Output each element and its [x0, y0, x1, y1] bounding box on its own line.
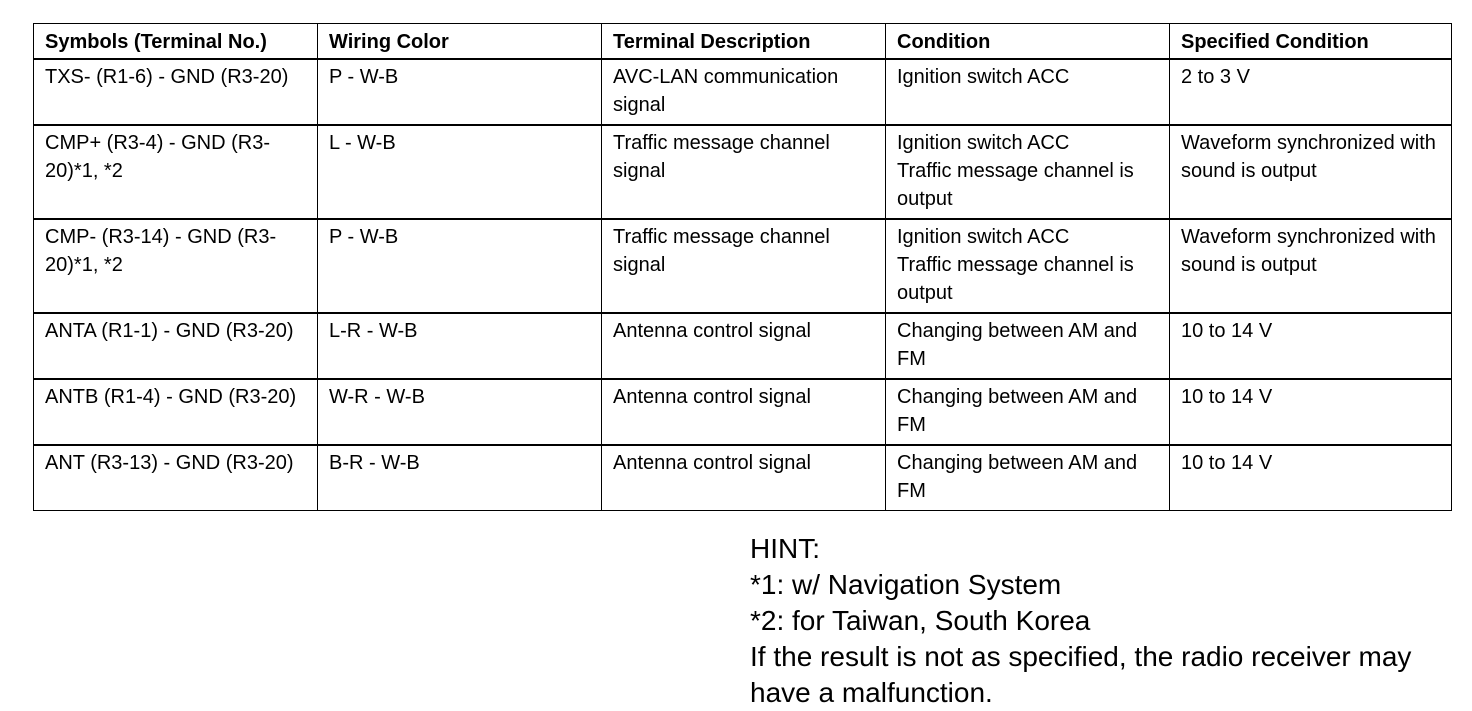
table-header-row	[34, 24, 1452, 60]
cell-specified-condition: Waveform synchronized with sound is output	[1170, 125, 1452, 219]
cell-terminal-description: Antenna control signal	[602, 313, 886, 379]
table-row	[34, 59, 1452, 125]
terminal-spec-table	[33, 23, 1452, 511]
cell-symbols: ANTB (R1-4) - GND (R3-20)	[34, 379, 318, 445]
cell-condition	[886, 59, 1170, 125]
cell-condition	[886, 125, 1170, 219]
table-row	[34, 219, 1452, 313]
header-specified-condition: Specified Condition	[1170, 24, 1452, 60]
header-terminal-description: Terminal Description	[602, 24, 886, 60]
cell-wiring-color: P - W-B	[318, 219, 602, 313]
condition-line: Ignition switch ACC	[897, 132, 1070, 154]
cell-terminal-description: Traffic message channel signal	[602, 125, 886, 219]
cell-symbols: CMP- (R3-14) - GND (R3-20)*1, *2	[34, 219, 318, 313]
table-row	[34, 125, 1452, 219]
cell-condition	[886, 219, 1170, 313]
table-row	[34, 379, 1452, 445]
condition-line: Ignition switch ACC	[897, 226, 1070, 248]
cell-symbols: ANTA (R1-1) - GND (R3-20)	[34, 313, 318, 379]
condition-line: Changing between AM and FM	[897, 452, 1138, 502]
hint-message: If the result is not as specified, the radio receiver may have a malfunction.	[750, 641, 1412, 708]
cell-specified-condition: 10 to 14 V	[1170, 445, 1452, 511]
cell-specified-condition: 2 to 3 V	[1170, 59, 1452, 125]
condition-line: Traffic message channel is output	[897, 160, 1134, 210]
table-row	[34, 445, 1452, 511]
condition-line: Changing between AM and FM	[897, 320, 1138, 370]
header-symbols: Symbols (Terminal No.)	[34, 24, 318, 60]
condition-line: Traffic message channel is output	[897, 254, 1134, 304]
cell-symbols: CMP+ (R3-4) - GND (R3-20)*1, *2	[34, 125, 318, 219]
cell-condition	[886, 379, 1170, 445]
cell-wiring-color: L - W-B	[318, 125, 602, 219]
cell-symbols: ANT (R3-13) - GND (R3-20)	[34, 445, 318, 511]
condition-line: Changing between AM and FM	[897, 386, 1138, 436]
cell-condition	[886, 445, 1170, 511]
header-condition: Condition	[886, 24, 1170, 60]
cell-terminal-description: Traffic message channel signal	[602, 219, 886, 313]
cell-specified-condition: Waveform synchronized with sound is output	[1170, 219, 1452, 313]
hint-block	[750, 531, 1465, 711]
hint-note-navigation: *1: w/ Navigation System	[750, 569, 1062, 600]
cell-symbols: TXS- (R1-6) - GND (R3-20)	[34, 59, 318, 125]
hint-note-region: *2: for Taiwan, South Korea	[750, 605, 1091, 636]
header-wiring-color: Wiring Color	[318, 24, 602, 60]
hint-title: HINT:	[750, 533, 820, 564]
cell-terminal-description: Antenna control signal	[602, 445, 886, 511]
condition-line: Ignition switch ACC	[897, 66, 1070, 88]
cell-wiring-color: L-R - W-B	[318, 313, 602, 379]
cell-terminal-description: AVC-LAN communication signal	[602, 59, 886, 125]
cell-specified-condition: 10 to 14 V	[1170, 379, 1452, 445]
cell-wiring-color: B-R - W-B	[318, 445, 602, 511]
table-row	[34, 313, 1452, 379]
cell-condition	[886, 313, 1170, 379]
cell-wiring-color: P - W-B	[318, 59, 602, 125]
cell-wiring-color: W-R - W-B	[318, 379, 602, 445]
cell-terminal-description: Antenna control signal	[602, 379, 886, 445]
cell-specified-condition: 10 to 14 V	[1170, 313, 1452, 379]
